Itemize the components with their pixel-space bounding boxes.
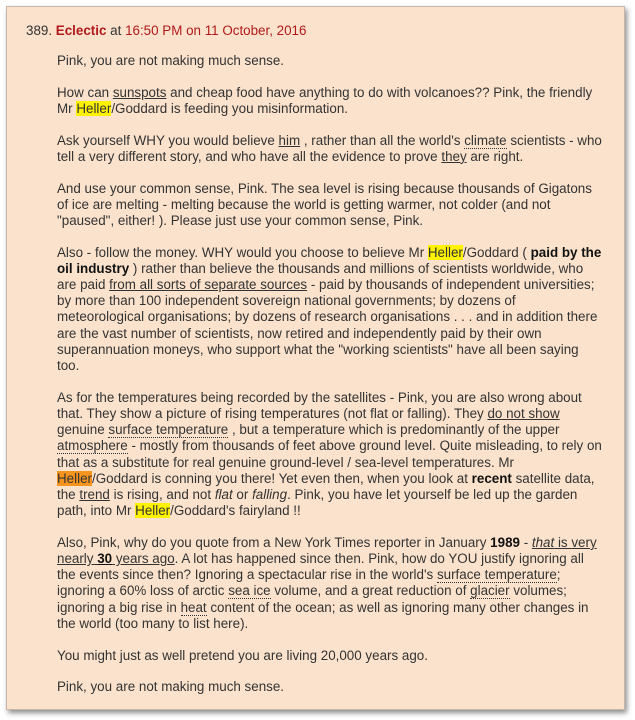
- highlight-heller-orange: Heller: [57, 470, 92, 486]
- text: are right.: [466, 148, 524, 164]
- keyword-link-heat[interactable]: heat: [180, 599, 207, 615]
- text: /Goddard is conning you there! Yet even then, when you look at: [91, 470, 472, 486]
- paragraph-1: Pink, you are not making much sense.: [57, 53, 285, 68]
- comment-number: 389.: [26, 23, 53, 38]
- paragraph-5: [57, 245, 603, 375]
- text: ) rather than believe the thousands and millions of scientists worldwide, who are paid: [57, 260, 584, 293]
- link-they[interactable]: they: [441, 148, 467, 164]
- link-trend[interactable]: trend: [79, 486, 110, 502]
- text: volumes; ignoring a big rise in: [57, 583, 567, 615]
- comment-timestamp-link[interactable]: 16:50 PM on 11 October, 2016: [125, 23, 307, 38]
- text: , rather than all the world's: [300, 132, 465, 148]
- keyword-link-glacier[interactable]: glacier: [470, 583, 510, 599]
- paragraph-3: [57, 133, 603, 165]
- bold-1989: 1989: [490, 534, 520, 550]
- link-very-nearly[interactable]: very nearly: [57, 534, 597, 567]
- keyword-link-climate[interactable]: climate: [464, 132, 507, 148]
- text: and cheap food have anything to do with volcanoes?? Pink, the friendly Mr: [57, 84, 593, 116]
- text: - paid by thousands of independent universities; by more than 100 independent sovereign national governments; by dozens of meteorological organisations; by dozens of research organisations . . . and in addition there are the vast number of scientists, now retired and independently paid by their own superannuation moneys, who support what the "working scientists" have all been saying too.: [57, 277, 598, 374]
- text: /Goddard is feeding you misinformation.: [111, 100, 349, 116]
- link-years-ago[interactable]: years ago: [112, 551, 175, 567]
- highlight-heller: Heller: [76, 100, 112, 116]
- comment-header: [26, 23, 306, 38]
- paragraph-4: And use your common sense, Pink. The sea level is rising because thousands of Gigatons of ice are melting - melting because the world is getting warmer, not colder (and not "paused", either! ). Please just use your common sense, Pink.: [57, 180, 592, 228]
- text: Ask yourself WHY you would believe: [57, 132, 279, 148]
- text: , but a temperature which is predominantly of the upper: [228, 422, 560, 438]
- text: . A lot has happened since then. Pink, how do YOU justify ignoring all the events since then? Ignoring a spectacular rise in the world's: [57, 551, 584, 583]
- text: satellite data, the: [57, 470, 595, 502]
- italic-flat: flat: [214, 486, 233, 502]
- link-do-not-show[interactable]: do not show: [487, 405, 560, 421]
- text: content of the ocean; as well as ignoring many other changes in the world (too many to list here).: [57, 599, 589, 631]
- keyword-link-surface-temperature[interactable]: surface temperature: [108, 422, 229, 438]
- italic-falling: falling: [252, 486, 288, 502]
- text: volume, and a great reduction of: [270, 583, 471, 599]
- text: - mostly from thousands of feet above ground level. Quite misleading, to rely on that as a substitute for real genuine ground-level / sea-level temperatures. Mr: [57, 438, 602, 470]
- paragraph-9: Pink, you are not making much sense.: [57, 679, 285, 695]
- keyword-link-sea-ice[interactable]: sea ice: [228, 583, 271, 599]
- link-is[interactable]: is: [554, 534, 572, 550]
- text: /Goddard (: [462, 244, 531, 260]
- paragraph-7: [57, 535, 603, 632]
- text: As for the temperatures being recorded by the satellites - Pink, you are also wrong about that. They show a picture of rising temperatures (not flat or falling). They: [57, 389, 582, 421]
- text: or: [232, 486, 253, 502]
- comment-author[interactable]: Eclectic: [55, 23, 107, 38]
- text: Also - follow the money. WHY would you choose to believe Mr: [57, 244, 428, 260]
- keyword-link-surface-temperature[interactable]: surface temperature: [436, 567, 557, 583]
- bold-oil-industry: paid by the oil industry: [57, 244, 602, 276]
- text: How can: [57, 84, 113, 100]
- comment-at: at: [110, 23, 122, 38]
- comment-body: [57, 53, 603, 710]
- text: scientists - who tell a very different story, and who have all the evidence to prove: [57, 132, 602, 164]
- paragraph-2: [57, 85, 603, 117]
- keyword-link-atmosphere[interactable]: atmosphere: [57, 438, 128, 454]
- highlight-heller: Heller: [427, 244, 463, 260]
- text: is rising, and not: [109, 486, 215, 502]
- text: genuine: [57, 422, 109, 438]
- link-30[interactable]: 30: [97, 551, 113, 567]
- link-him[interactable]: him: [278, 132, 301, 148]
- comment-card: [6, 6, 625, 710]
- text: -: [519, 534, 532, 550]
- paragraph-8: You might just as well pretend you are living 20,000 years ago.: [57, 647, 428, 663]
- highlight-heller: Heller: [135, 503, 171, 519]
- link-that[interactable]: that: [531, 534, 555, 550]
- bold-recent: recent: [471, 470, 512, 486]
- keyword-link-sunspots[interactable]: sunspots: [112, 84, 167, 100]
- text: ; ignoring a 60% loss of arctic: [57, 567, 561, 599]
- text: /Goddard's fairyland !!: [170, 503, 301, 519]
- link-separate-sources[interactable]: from all sorts of separate sources: [109, 277, 308, 293]
- text: . Pink, you have let yourself be led up the garden path, into Mr: [57, 486, 578, 519]
- paragraph-6: [57, 390, 603, 520]
- text: Also, Pink, why do you quote from a New York Times reporter in January: [57, 534, 491, 550]
